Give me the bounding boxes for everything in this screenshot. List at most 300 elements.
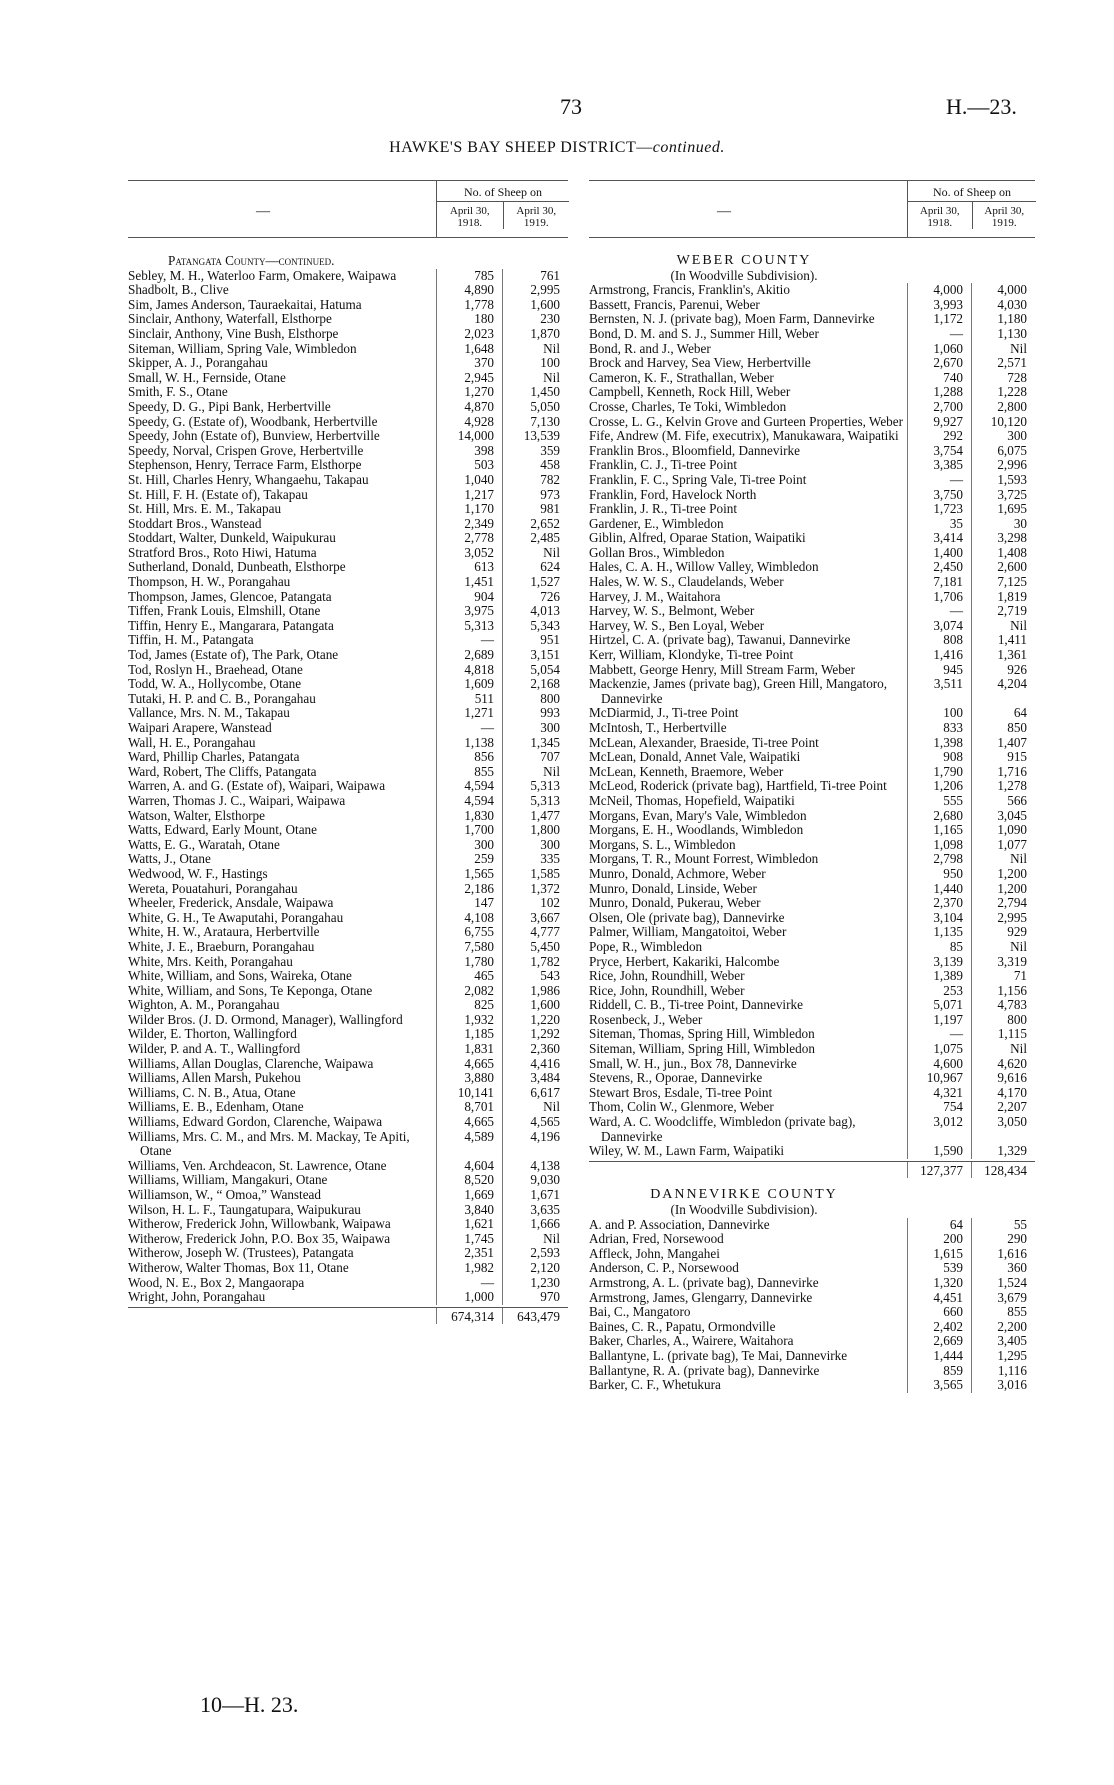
farmer-name: McNeil, Thomas, Hopefield, Waipatiki bbox=[589, 792, 795, 808]
sheep-1918: 1,778 bbox=[436, 298, 502, 313]
table-row bbox=[589, 925, 1035, 940]
farmer-name: Wilder Bros. (J. D. Ormond, Manager), Wallingford bbox=[128, 1011, 403, 1027]
table-row bbox=[128, 663, 568, 678]
table-row bbox=[128, 706, 568, 721]
farmer-name: Tiffen, Frank Louis, Elmshill, Otane bbox=[128, 603, 321, 619]
table-row bbox=[128, 604, 568, 619]
sheep-1919: Nil bbox=[502, 765, 568, 780]
table-row bbox=[589, 327, 1035, 342]
table-row bbox=[128, 371, 568, 386]
date-1919-header: April 30, 1919. bbox=[503, 202, 570, 229]
table-row bbox=[128, 327, 568, 342]
farmer-name: Warren, A. and G. (Estate of), Waipari, Waipawa bbox=[128, 778, 386, 794]
farmer-name: Munro, Donald, Linside, Weber bbox=[589, 880, 757, 896]
sheep-1919: 71 bbox=[971, 969, 1035, 984]
farmer-name: Thom, Colin W., Glenmore, Weber bbox=[589, 1099, 774, 1115]
farmer-name: Kerr, William, Klondyke, Ti-tree Point bbox=[589, 647, 794, 663]
farmer-name: Franklin, J. R., Ti-tree Point bbox=[589, 501, 738, 517]
sheep-1919: 1,666 bbox=[502, 1217, 568, 1232]
sheep-1919: 30 bbox=[971, 517, 1035, 532]
sheep-1918: 1,982 bbox=[436, 1261, 502, 1276]
table-row bbox=[128, 400, 568, 415]
sheep-1919: 64 bbox=[971, 706, 1035, 721]
sheep-1918: 1,932 bbox=[436, 1013, 502, 1028]
table-row bbox=[128, 298, 568, 313]
sheep-1918: 2,689 bbox=[436, 648, 502, 663]
farmer-name: White, J. E., Braeburn, Porangahau bbox=[128, 938, 315, 954]
sheep-1919: 4,013 bbox=[502, 604, 568, 619]
farmer-name: Small, W. H., Fernside, Otane bbox=[128, 369, 286, 385]
farmer-name: McLean, Alexander, Braeside, Ti-tree Point bbox=[589, 734, 819, 750]
table-row bbox=[589, 560, 1035, 575]
farmer-name: Wighton, A. M., Porangahau bbox=[128, 997, 280, 1013]
sheep-1918: 8,520 bbox=[436, 1173, 502, 1188]
farmer-name: Tutaki, H. P. and C. B., Porangahau bbox=[128, 690, 316, 706]
sheep-1918: 253 bbox=[907, 984, 971, 999]
table-row bbox=[589, 356, 1035, 371]
farmer-name: Morgans, Evan, Mary's Vale, Wimbledon bbox=[589, 807, 807, 823]
farmer-name: Cameron, K. F., Strathallan, Weber bbox=[589, 369, 774, 385]
table-row bbox=[589, 546, 1035, 561]
farmer-name: Siteman, Thomas, Spring Hill, Wimbledon bbox=[589, 1026, 815, 1042]
table-row bbox=[128, 575, 568, 590]
table-row bbox=[589, 1232, 1035, 1247]
sheep-1919: 1,345 bbox=[502, 736, 568, 751]
table-row bbox=[589, 838, 1035, 853]
sheep-1918: 2,186 bbox=[436, 882, 502, 897]
sheep-1918: — bbox=[907, 1027, 971, 1042]
table-row bbox=[589, 940, 1035, 955]
sheep-1919: 102 bbox=[502, 896, 568, 911]
table-row bbox=[589, 385, 1035, 400]
sheep-1918: 35 bbox=[907, 517, 971, 532]
sheep-1919: Nil bbox=[971, 1042, 1035, 1057]
sheep-1918: — bbox=[436, 633, 502, 648]
sheep-1919: 951 bbox=[502, 633, 568, 648]
sheep-1918: 3,754 bbox=[907, 444, 971, 459]
sheep-1919: 4,777 bbox=[502, 925, 568, 940]
sheep-1919: 1,295 bbox=[971, 1349, 1035, 1364]
table-row bbox=[128, 955, 568, 970]
sheep-1918: 1,320 bbox=[907, 1276, 971, 1291]
farmer-name: Williams, Allen Marsh, Pukehou bbox=[128, 1070, 301, 1086]
dannevirke-rows bbox=[589, 1218, 1035, 1393]
sheep-1918: 370 bbox=[436, 356, 502, 371]
sheep-1918: 5,313 bbox=[436, 619, 502, 634]
table-row bbox=[128, 838, 568, 853]
farmer-name: Franklin, Ford, Havelock North bbox=[589, 486, 757, 502]
farmer-name: White, William, and Sons, Waireka, Otane bbox=[128, 968, 352, 984]
header-dash: — bbox=[717, 204, 731, 219]
table-row bbox=[589, 531, 1035, 546]
table-row bbox=[589, 896, 1035, 911]
sheep-1918: 2,023 bbox=[436, 327, 502, 342]
table-row bbox=[128, 1276, 568, 1291]
farmer-name: Fife, Andrew (M. Fife, executrix), Manukawara, Waipatiki bbox=[589, 428, 899, 444]
table-row bbox=[589, 721, 1035, 736]
sheep-1918: 1,389 bbox=[907, 969, 971, 984]
farmer-name: Witherow, Walter Thomas, Box 11, Otane bbox=[128, 1259, 349, 1275]
table-row bbox=[589, 458, 1035, 473]
sheep-1919: 929 bbox=[971, 925, 1035, 940]
sheep-1918: 2,945 bbox=[436, 371, 502, 386]
table-row bbox=[589, 444, 1035, 459]
sheep-1918: 2,450 bbox=[907, 560, 971, 575]
sheep-1919: Nil bbox=[971, 619, 1035, 634]
farmer-name: Hirtzel, C. A. (private bag), Tawanui, Dannevirke bbox=[589, 632, 851, 648]
farmer-name: Gardener, E., Wimbledon bbox=[589, 515, 724, 531]
table-row bbox=[589, 852, 1035, 867]
table-row bbox=[589, 794, 1035, 809]
farmer-name: Crosse, L. G., Kelvin Grove and Gurteen Properties, Weber bbox=[589, 413, 904, 429]
table-row bbox=[589, 984, 1035, 999]
sheep-1918: 2,798 bbox=[907, 852, 971, 867]
farmer-name: Watson, Walter, Elsthorpe bbox=[128, 807, 266, 823]
sheep-1919: 1,200 bbox=[971, 882, 1035, 897]
farmer-name: Gollan Bros., Wimbledon bbox=[589, 544, 725, 560]
table-row bbox=[128, 940, 568, 955]
sheep-1919: 360 bbox=[971, 1261, 1035, 1276]
sheep-1918: 833 bbox=[907, 721, 971, 736]
farmer-name: Stratford Bros., Roto Hiwi, Hatuma bbox=[128, 544, 317, 560]
farmer-name: Bond, D. M. and S. J., Summer Hill, Weber bbox=[589, 325, 819, 341]
sheep-1919: Nil bbox=[502, 546, 568, 561]
farmer-name: Williams, William, Mangakuri, Otane bbox=[128, 1172, 328, 1188]
page-number: 73 bbox=[560, 94, 582, 119]
table-row bbox=[589, 1057, 1035, 1072]
sheep-1919: 1,292 bbox=[502, 1027, 568, 1042]
sheep-1918: 1,669 bbox=[436, 1188, 502, 1203]
farmer-name: McLean, Donald, Annet Vale, Waipatiki bbox=[589, 749, 801, 765]
sheep-1919: Nil bbox=[502, 371, 568, 386]
table-row bbox=[589, 488, 1035, 503]
table-row bbox=[128, 867, 568, 882]
sheep-1919: 1,408 bbox=[971, 546, 1035, 561]
sheep-1919: 5,054 bbox=[502, 663, 568, 678]
sheep-1918: 1,790 bbox=[907, 765, 971, 780]
farmer-name: Watts, J., Otane bbox=[128, 851, 211, 867]
farmer-name: Thompson, H. W., Porangahau bbox=[128, 574, 291, 590]
farmer-name: Giblin, Alfred, Oparae Station, Waipatiki bbox=[589, 530, 806, 546]
sheep-1918: 6,755 bbox=[436, 925, 502, 940]
sheep-1918: 3,993 bbox=[907, 298, 971, 313]
sheep-1919: 2,995 bbox=[502, 283, 568, 298]
sheep-1919: 3,635 bbox=[502, 1203, 568, 1218]
sheep-1918: 7,181 bbox=[907, 575, 971, 590]
sheep-1918: 3,750 bbox=[907, 488, 971, 503]
table-row bbox=[128, 385, 568, 400]
sheep-1918: 1,444 bbox=[907, 1349, 971, 1364]
table-row bbox=[589, 736, 1035, 751]
table-row bbox=[128, 882, 568, 897]
sheep-1918: 3,012 bbox=[907, 1115, 971, 1144]
sheep-1919: Nil bbox=[502, 1232, 568, 1247]
sheep-1919: 100 bbox=[502, 356, 568, 371]
sheep-1919: 3,050 bbox=[971, 1115, 1035, 1144]
farmer-name: Baines, C. R., Papatu, Ormondville bbox=[589, 1318, 776, 1334]
farmer-name: Wheeler, Frederick, Ansdale, Waipawa bbox=[128, 895, 334, 911]
sheep-1918: 64 bbox=[907, 1218, 971, 1233]
sheep-1919: 1,527 bbox=[502, 575, 568, 590]
table-row bbox=[589, 633, 1035, 648]
table-row bbox=[589, 371, 1035, 386]
sheep-1919: 3,667 bbox=[502, 911, 568, 926]
sheep-1919: Nil bbox=[502, 1100, 568, 1115]
sheep-1918: 1,206 bbox=[907, 779, 971, 794]
farmer-name: McIntosh, T., Herbertville bbox=[589, 720, 727, 735]
farmer-name: Pope, R., Wimbledon bbox=[589, 938, 703, 954]
date-1918-header: April 30, 1918. bbox=[919, 205, 960, 229]
farmer-name: Waipari Arapere, Wanstead bbox=[128, 720, 272, 735]
table-row bbox=[128, 1086, 568, 1101]
table-row bbox=[128, 1188, 568, 1203]
sheep-1918: 754 bbox=[907, 1100, 971, 1115]
table-row bbox=[128, 619, 568, 634]
table-row bbox=[589, 604, 1035, 619]
table-row bbox=[128, 896, 568, 911]
sheep-1918: 8,701 bbox=[436, 1100, 502, 1115]
farmer-name: Palmer, William, Mangatoitoi, Weber bbox=[589, 924, 787, 940]
document-code: H.—23. bbox=[946, 94, 1017, 119]
table-row bbox=[589, 1071, 1035, 1086]
table-row bbox=[589, 415, 1035, 430]
sheep-1918: 859 bbox=[907, 1364, 971, 1379]
farmer-name: Vallance, Mrs. N. M., Takapau bbox=[128, 705, 290, 721]
table-row bbox=[589, 969, 1035, 984]
farmer-name: Anderson, C. P., Norsewood bbox=[589, 1260, 739, 1276]
sheep-1919: 300 bbox=[971, 429, 1035, 444]
table-row bbox=[128, 356, 568, 371]
total-1918: 127,377 bbox=[907, 1162, 971, 1179]
sheep-1918: 4,870 bbox=[436, 400, 502, 415]
sheep-1919: 1,819 bbox=[971, 590, 1035, 605]
table-row bbox=[589, 1247, 1035, 1262]
table-row bbox=[128, 560, 568, 575]
table-row bbox=[589, 911, 1035, 926]
farmer-name: Rice, John, Roundhill, Weber bbox=[589, 968, 745, 984]
farmer-name: Ward, A. C. Woodcliffe, Wimbledon (private bag), Dannevirke bbox=[589, 1114, 856, 1144]
sheep-1918: 1,565 bbox=[436, 867, 502, 882]
sheep-1919: 335 bbox=[502, 852, 568, 867]
sheep-1919: 915 bbox=[971, 750, 1035, 765]
sheep-1918: 100 bbox=[907, 706, 971, 721]
total-1918: 674,314 bbox=[436, 1308, 502, 1325]
sheep-1918: 3,511 bbox=[907, 677, 971, 706]
table-row bbox=[589, 677, 1035, 706]
sheep-1919: 3,319 bbox=[971, 955, 1035, 970]
table-row bbox=[128, 342, 568, 357]
sheep-1918: 1,138 bbox=[436, 736, 502, 751]
sheep-1919: 1,220 bbox=[502, 1013, 568, 1028]
farmer-name: White, Mrs. Keith, Porangahau bbox=[128, 953, 293, 969]
county-subheading: Patangata County—continued. bbox=[168, 253, 335, 268]
sheep-1918: 1,745 bbox=[436, 1232, 502, 1247]
farmer-name: White, G. H., Te Awaputahi, Porangahau bbox=[128, 909, 344, 925]
sheep-1919: 707 bbox=[502, 750, 568, 765]
total-label bbox=[589, 1162, 907, 1179]
sheep-1919: 973 bbox=[502, 488, 568, 503]
farmer-name: Bai, C., Mangatoro bbox=[589, 1304, 691, 1320]
farmer-name: Armstrong, Francis, Franklin's, Akitio bbox=[589, 282, 790, 298]
sheep-1919: 1,616 bbox=[971, 1247, 1035, 1262]
sheep-1919: 2,794 bbox=[971, 896, 1035, 911]
farmer-name: Wedwood, W. F., Hastings bbox=[128, 865, 268, 881]
sheep-1918: 3,840 bbox=[436, 1203, 502, 1218]
farmer-name: Wilder, E. Thorton, Wallingford bbox=[128, 1026, 297, 1042]
table-row bbox=[589, 575, 1035, 590]
sheep-1919: 5,343 bbox=[502, 619, 568, 634]
sheep-1919: 6,075 bbox=[971, 444, 1035, 459]
sheep-1918: 147 bbox=[436, 896, 502, 911]
table-row bbox=[128, 1232, 568, 1247]
sheep-1919: 1,450 bbox=[502, 385, 568, 400]
table-row bbox=[589, 1218, 1035, 1233]
farmer-name: Ballantyne, L. (private bag), Te Mai, Dannevirke bbox=[589, 1347, 848, 1363]
table-row bbox=[589, 1144, 1035, 1159]
sheep-1918: 4,594 bbox=[436, 779, 502, 794]
table-row bbox=[128, 633, 568, 648]
sheep-1918: 4,108 bbox=[436, 911, 502, 926]
sheep-1919: 1,090 bbox=[971, 823, 1035, 838]
weber-rows bbox=[589, 283, 1035, 1159]
farmer-name: Riddell, C. B., Ti-tree Point, Dannevirke bbox=[589, 997, 803, 1013]
farmer-name: Harvey, W. S., Belmont, Weber bbox=[589, 603, 755, 619]
sheep-1918: 555 bbox=[907, 794, 971, 809]
sheep-count-header bbox=[436, 181, 569, 237]
sheep-1919: 566 bbox=[971, 794, 1035, 809]
farmer-name: Wall, H. E., Porangahau bbox=[128, 734, 256, 750]
farmer-name: Tiffin, H. M., Patangata bbox=[128, 632, 254, 648]
farmer-name: Ballantyne, R. A. (private bag), Dannevirke bbox=[589, 1362, 820, 1378]
farmer-name: Crosse, Charles, Te Toki, Wimbledon bbox=[589, 398, 787, 414]
sheep-1918: — bbox=[907, 473, 971, 488]
table-row bbox=[589, 1086, 1035, 1101]
farmer-name: Wilson, H. L. F., Taungatupara, Waipukurau bbox=[128, 1201, 361, 1217]
sheep-1918: 855 bbox=[436, 765, 502, 780]
table-row bbox=[589, 809, 1035, 824]
table-row bbox=[128, 444, 568, 459]
farmer-name: Stewart Bros, Esdale, Ti-tree Point bbox=[589, 1084, 773, 1100]
total-label bbox=[128, 1308, 436, 1325]
sheep-1918: 4,604 bbox=[436, 1159, 502, 1174]
left-total-row bbox=[128, 1307, 568, 1325]
farmer-name: White, William, and Sons, Te Keponga, Otane bbox=[128, 982, 373, 998]
farmer-name: Rosenbeck, J., Weber bbox=[589, 1011, 703, 1027]
sheep-1919: 800 bbox=[971, 1013, 1035, 1028]
table-row bbox=[589, 429, 1035, 444]
sheep-1918: 4,321 bbox=[907, 1086, 971, 1101]
sheep-1918: 2,082 bbox=[436, 984, 502, 999]
farmer-name: Witherow, Frederick John, Willowbank, Waipawa bbox=[128, 1216, 391, 1232]
weber-county-subtitle: (In Woodville Subdivision). bbox=[670, 267, 818, 283]
table-row bbox=[128, 1203, 568, 1218]
farmer-name: Tiffin, Henry E., Mangarara, Patangata bbox=[128, 617, 334, 633]
left-table-body bbox=[128, 254, 568, 1324]
farmer-name: Williams, Ven. Archdeacon, St. Lawrence, Otane bbox=[128, 1157, 387, 1173]
sheep-1919: 9,616 bbox=[971, 1071, 1035, 1086]
sheep-1919: 855 bbox=[971, 1305, 1035, 1320]
sheep-1919: 1,671 bbox=[502, 1188, 568, 1203]
farmer-name: Witherow, Joseph W. (Trustees), Patangata bbox=[128, 1245, 354, 1261]
table-row bbox=[589, 1115, 1035, 1144]
sheep-1919: 9,030 bbox=[502, 1173, 568, 1188]
sheep-1919: 300 bbox=[502, 721, 568, 736]
sheep-1919: Nil bbox=[502, 342, 568, 357]
sheep-1919: 1,695 bbox=[971, 502, 1035, 517]
table-row bbox=[128, 765, 568, 780]
sheep-1918: — bbox=[436, 721, 502, 736]
table-row bbox=[128, 823, 568, 838]
weber-total-row bbox=[589, 1161, 1035, 1179]
sheep-1919: 4,204 bbox=[971, 677, 1035, 706]
sheep-1919: 1,585 bbox=[502, 867, 568, 882]
farmer-name: Olsen, Ole (private bag), Dannevirke bbox=[589, 909, 785, 925]
sheep-1919: 2,719 bbox=[971, 604, 1035, 619]
farmer-name: Sinclair, Anthony, Vine Bush, Elsthorpe bbox=[128, 325, 339, 341]
table-row bbox=[589, 750, 1035, 765]
farmer-name: Hales, W. W. S., Claudelands, Weber bbox=[589, 574, 784, 590]
sheep-1918: 4,818 bbox=[436, 663, 502, 678]
sheep-1919: 1,986 bbox=[502, 984, 568, 999]
sheep-1918: 4,451 bbox=[907, 1291, 971, 1306]
sheep-1918: 3,414 bbox=[907, 531, 971, 546]
farmer-name: Mabbett, George Henry, Mill Stream Farm, Weber bbox=[589, 661, 856, 677]
table-row bbox=[128, 1159, 568, 1174]
total-1919: 128,434 bbox=[971, 1162, 1035, 1179]
table-row bbox=[128, 415, 568, 430]
sheep-1919: 1,372 bbox=[502, 882, 568, 897]
farmer-name: Small, W. H., jun., Box 78, Dannevirke bbox=[589, 1055, 797, 1071]
sheep-1918: 1,170 bbox=[436, 502, 502, 517]
sheep-1919: 1,593 bbox=[971, 473, 1035, 488]
farmer-name: Ward, Phillip Charles, Patangata bbox=[128, 749, 300, 765]
sheep-1918: 808 bbox=[907, 633, 971, 648]
farmer-name: Franklin Bros., Bloomfield, Dannevirke bbox=[589, 442, 800, 458]
sheep-1919: 970 bbox=[502, 1290, 568, 1305]
sheep-1919: 726 bbox=[502, 590, 568, 605]
farmer-name: Franklin, C. J., Ti-tree Point bbox=[589, 457, 738, 473]
sheep-count-header bbox=[907, 181, 1036, 237]
table-row bbox=[589, 1027, 1035, 1042]
farmer-name: Warren, Thomas J. C., Waipari, Waipawa bbox=[128, 792, 346, 808]
table-row bbox=[589, 1261, 1035, 1276]
sheep-1918: 1,416 bbox=[907, 648, 971, 663]
table-row bbox=[128, 1100, 568, 1115]
sheep-1918: 3,385 bbox=[907, 458, 971, 473]
table-row bbox=[589, 502, 1035, 517]
sheep-1919: 1,130 bbox=[971, 327, 1035, 342]
farmer-name: A. and P. Association, Dannevirke bbox=[589, 1216, 770, 1232]
sheep-1919: 1,230 bbox=[502, 1276, 568, 1291]
sheep-1919: 300 bbox=[502, 838, 568, 853]
farmer-name: Affleck, John, Mangahei bbox=[589, 1245, 720, 1261]
table-row bbox=[128, 1246, 568, 1261]
left-table-header bbox=[128, 180, 568, 238]
farmer-name: Tod, Roslyn H., Braehead, Otane bbox=[128, 661, 303, 677]
table-row bbox=[128, 1217, 568, 1232]
sheep-1919: 1,716 bbox=[971, 765, 1035, 780]
farmer-name: Munro, Donald, Pukerau, Weber bbox=[589, 895, 761, 911]
sheep-1918: 1,706 bbox=[907, 590, 971, 605]
sheep-1919: 2,200 bbox=[971, 1320, 1035, 1335]
sheep-1918: 4,000 bbox=[907, 283, 971, 298]
farmer-name: Stoddart, Walter, Dunkeld, Waipukurau bbox=[128, 530, 336, 546]
sheep-1918: — bbox=[907, 604, 971, 619]
table-row bbox=[128, 283, 568, 298]
sheep-1919: 1,477 bbox=[502, 809, 568, 824]
table-row bbox=[589, 473, 1035, 488]
sheep-1919: 2,207 bbox=[971, 1100, 1035, 1115]
